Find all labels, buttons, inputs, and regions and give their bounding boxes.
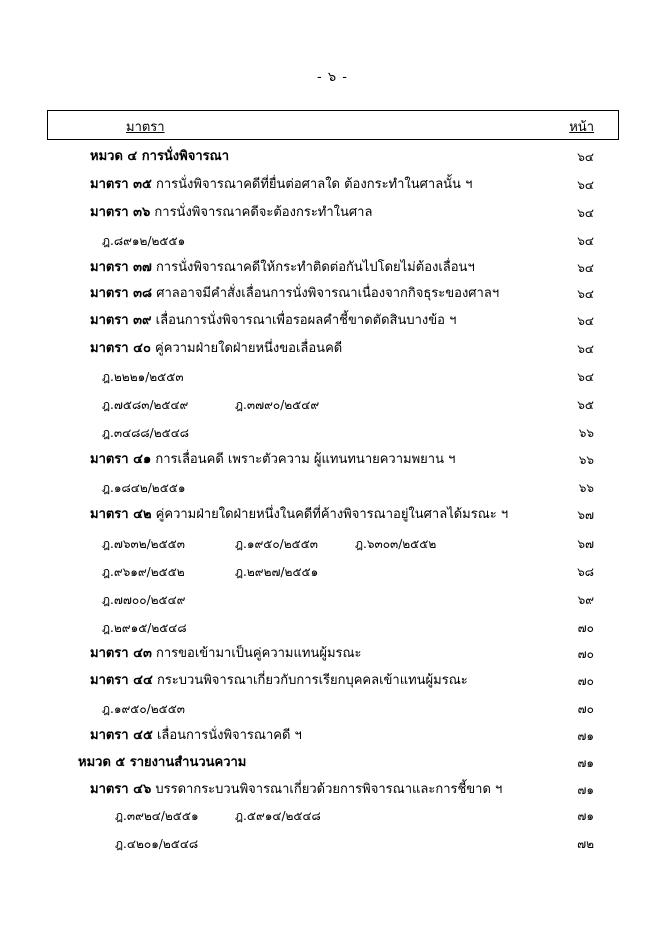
article-title: การนั่งพิจารณาคดีจะต้องกระทำในศาล (154, 205, 373, 220)
toc-article-row (0, 310, 665, 332)
supreme-court-ruling: ฎ.๒๙๒๗/๒๕๕๑ (235, 565, 319, 579)
page-ref: ๖๔ (577, 370, 594, 384)
article-number: มาตรา ๔๒ (90, 507, 152, 522)
supreme-court-ruling: ฎ.๕๙๑๔/๒๕๔๘ (235, 809, 321, 823)
page-ref: ๖๔ (577, 150, 594, 164)
article-number: มาตรา ๔๓ (90, 646, 152, 661)
article-number: มาตรา ๔๔ (90, 673, 153, 688)
page-ref: ๗๒ (577, 837, 594, 851)
page-ref: ๗๑ (577, 809, 594, 823)
toc-article-row (0, 283, 665, 305)
supreme-court-ruling: ฎ.๑๙๕๐/๒๕๕๓ (235, 537, 319, 551)
toc-ruling-row (0, 394, 665, 416)
toc-ruling-row (0, 230, 665, 252)
article-number: มาตรา ๓๕ (90, 177, 152, 192)
article-number: มาตรา ๔๐ (90, 341, 151, 356)
toc-ruling-row (0, 805, 665, 827)
page-ref: ๖๘ (577, 565, 594, 579)
page-ref: ๖๖ (578, 426, 594, 440)
supreme-court-ruling: ฎ.๓๙๒๔/๒๕๕๑ (115, 809, 199, 823)
supreme-court-ruling: ฎ.๗๕๘๓/๒๕๔๙ (102, 398, 189, 412)
article-title: การเลื่อนคดี เพราะตัวความ ผู้แทนทนายความพยาน ฯ (155, 452, 456, 467)
toc-article-row (0, 257, 665, 279)
section-title: หมวด ๕ รายงานสำนวนความ (78, 755, 247, 770)
toc-article-row (0, 779, 665, 801)
article-title: การขอเข้ามาเป็นคู่ความแทนผู้มรณะ (156, 646, 362, 661)
page-ref: ๗๐ (577, 621, 594, 635)
section-title: หมวด ๔ การนั่งพิจารณา (90, 149, 229, 164)
supreme-court-ruling: ฎ.๙๖๑๙/๒๕๕๒ (102, 565, 185, 579)
page-ref: ๖๔ (577, 206, 594, 220)
toc-ruling-row (0, 833, 665, 855)
page-ref: ๖๕ (577, 398, 594, 412)
toc-article-row (0, 338, 665, 360)
page-ref: ๖๔ (577, 261, 594, 275)
toc-ruling-row (0, 366, 665, 388)
toc-ruling-row (0, 617, 665, 639)
page-ref: ๖๔ (577, 314, 594, 328)
page-ref: ๖๖ (578, 481, 594, 495)
page-ref: ๖๔ (577, 178, 594, 192)
page-ref: ๖๔ (577, 342, 594, 356)
article-number: มาตรา ๓๙ (90, 313, 152, 328)
toc-article-row (0, 725, 665, 747)
article-number: มาตรา ๓๖ (90, 205, 151, 220)
article-number: มาตรา ๔๑ (90, 452, 152, 467)
supreme-court-ruling: ฎ.๑๘๔๒/๒๕๕๑ (102, 481, 186, 495)
toc-section-row (0, 146, 665, 168)
toc-article-row (0, 670, 665, 692)
article-title: การนั่งพิจารณาคดีที่ยื่นต่อศาลใด ต้องกระทำในศาลนั้น ฯ (156, 177, 473, 192)
supreme-court-ruling: ฎ.๘๙๑๒/๒๕๕๑ (102, 234, 186, 248)
article-title: การนั่งพิจารณาคดีให้กระทำติดต่อกันไปโดยไม่ต้องเลื่อนฯ (155, 260, 475, 275)
toc-ruling-row (0, 422, 665, 444)
toc-ruling-row (0, 589, 665, 611)
article-number: มาตรา ๔๖ (90, 782, 152, 797)
toc-ruling-row (0, 477, 665, 499)
page-ref: ๖๗ (577, 537, 594, 551)
toc-article-row (0, 643, 665, 665)
article-number: มาตรา ๓๘ (90, 286, 153, 301)
supreme-court-ruling: ฎ.๒๙๑๕/๒๕๔๘ (102, 621, 187, 635)
article-number: มาตรา ๓๗ (90, 260, 152, 275)
supreme-court-ruling: ฎ.๗๗๐๐/๒๕๔๙ (102, 593, 186, 607)
header-article-label: มาตรา (126, 120, 165, 135)
toc-article-row (0, 504, 665, 526)
article-title: คู่ความฝ่ายใดฝ่ายหนึ่งขอเลื่อนคดี (155, 341, 343, 356)
supreme-court-ruling: ฎ.๓๗๙๐/๒๕๔๙ (235, 398, 320, 412)
toc-section-row (0, 752, 665, 774)
toc-article-row (0, 449, 665, 471)
page-ref: ๖๗ (577, 508, 594, 522)
supreme-court-ruling: ฎ.๑๙๕๐/๒๕๕๓ (102, 702, 186, 716)
page-ref: ๗๑ (577, 729, 594, 743)
article-number: มาตรา ๔๕ (90, 728, 153, 743)
page-ref: ๗๑ (577, 783, 594, 797)
supreme-court-ruling: ฎ.๔๒๐๑/๒๕๔๘ (115, 837, 199, 851)
page-ref: ๖๔ (577, 287, 594, 301)
supreme-court-ruling: ฎ.๗๖๓๒/๒๕๕๓ (102, 537, 185, 551)
article-title: กระบวนพิจารณาเกี่ยวกับการเรียกบุคคลเข้าแทนผู้มรณะ (156, 673, 468, 688)
header-page-label: หน้า (569, 120, 594, 135)
article-title: บรรดากระบวนพิจารณาเกี่ยวด้วยการพิจารณาและการชี้ขาด ฯ (155, 782, 503, 797)
toc-header-box (47, 110, 619, 140)
toc-ruling-row (0, 533, 665, 555)
page-ref: ๗๐ (577, 674, 594, 688)
article-title: คู่ความฝ่ายใดฝ่ายหนึ่งในคดีที่ค้างพิจารณาอยู่ในศาลได้มรณะ ฯ (155, 507, 509, 522)
supreme-court-ruling: ฎ.๒๒๒๑/๒๕๕๓ (102, 370, 184, 384)
article-title: ศาลอาจมีคำสั่งเลื่อนการนั่งพิจารณาเนื่องจากกิจธุระของศาลฯ (156, 286, 500, 301)
toc-article-row (0, 202, 665, 224)
page-ref: ๗๐ (577, 647, 594, 661)
article-title: เลื่อนการนั่งพิจารณาคดี ฯ (156, 728, 302, 743)
supreme-court-ruling: ฎ.๓๔๘๘/๒๕๔๘ (102, 426, 190, 440)
toc-ruling-row (0, 561, 665, 583)
page-ref: ๖๙ (577, 593, 594, 607)
article-title: เลื่อนการนั่งพิจารณาเพื่อรอผลคำชี้ขาดตัดสินบางข้อ ฯ (155, 313, 457, 328)
toc-article-row (0, 174, 665, 196)
page-ref: ๗๑ (577, 756, 594, 770)
page-ref: ๖๔ (577, 234, 594, 248)
toc-ruling-row (0, 698, 665, 720)
supreme-court-ruling: ฎ.๖๓๐๓/๒๕๕๒ (355, 537, 437, 551)
page-number: - ๖ - (317, 70, 348, 85)
page-ref: ๗๐ (577, 702, 594, 716)
page-ref: ๖๖ (578, 453, 594, 467)
